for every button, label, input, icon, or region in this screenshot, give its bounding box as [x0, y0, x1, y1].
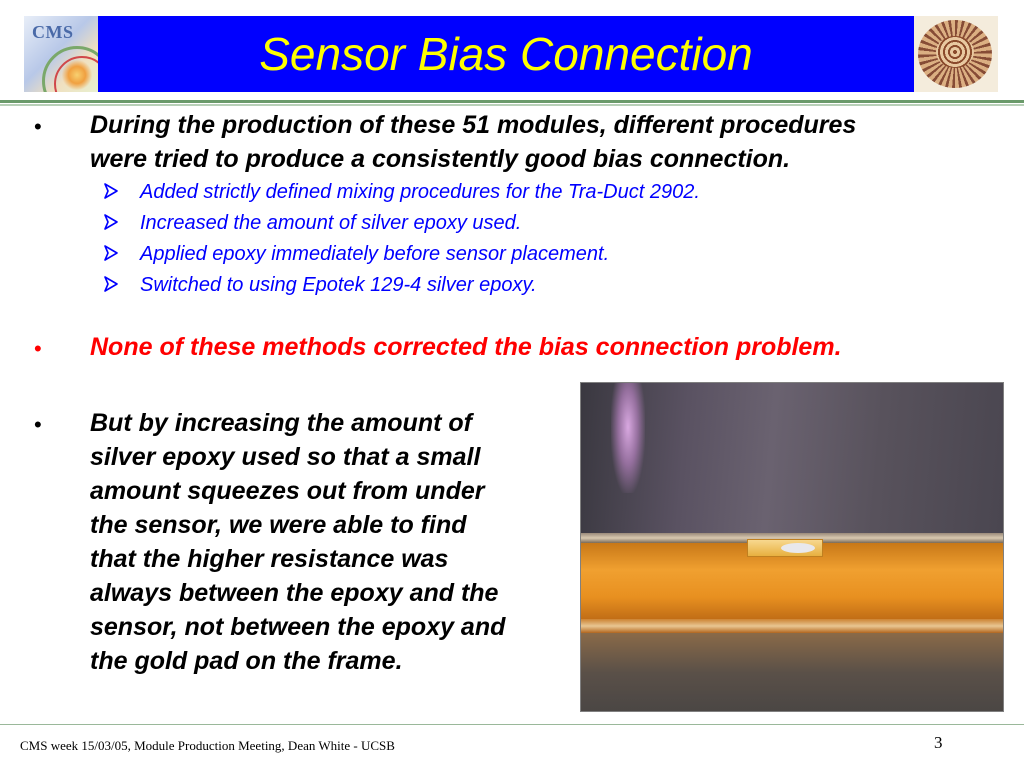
bullet-3-line: amount squeezes out from under	[90, 477, 485, 505]
detector-hub-icon	[936, 36, 974, 68]
photo-epoxy-blob	[781, 543, 815, 553]
bullet-3-line: the sensor, we were able to find	[90, 511, 467, 539]
sub-item-text: Applied epoxy immediately before sensor placement.	[140, 243, 610, 265]
bullet-2-text: None of these methods corrected the bias connection problem.	[90, 333, 842, 361]
bullet-1-line: were tried to produce a consistently good bias connection.	[90, 145, 791, 173]
footer-text: CMS week 15/03/05, Module Production Meeting, Dean White - UCSB	[20, 738, 395, 753]
bullet-marker-2: •	[34, 336, 42, 361]
photo-light-streak	[581, 619, 1003, 633]
sub-item-text: Increased the amount of silver epoxy used.	[140, 212, 522, 234]
photo-reflection-glow	[611, 383, 645, 493]
sub-item-text: Switched to using Epotek 129-4 silver epoxy.	[140, 274, 537, 296]
bullet-1-line: During the production of these 51 modules, different procedures	[90, 111, 857, 139]
arrow-bullet-icon	[103, 183, 119, 199]
arrow-bullet-icon	[103, 245, 119, 261]
header-divider	[0, 100, 1024, 103]
sensor-edge-photo	[580, 382, 1004, 712]
cms-logo-text: CMS	[32, 22, 74, 42]
header-divider-secondary	[0, 104, 1024, 106]
bullet-3-line: sensor, not between the epoxy and	[90, 613, 506, 641]
cms-logo	[24, 16, 98, 92]
bullet-3-line: the gold pad on the frame.	[90, 647, 403, 675]
bullet-marker-1: •	[34, 114, 42, 139]
detector-wheel-logo	[914, 16, 998, 92]
bullet-3-text	[90, 406, 505, 678]
bullet-marker-3: •	[34, 412, 42, 437]
title-bar	[98, 16, 914, 92]
sub-item	[103, 239, 983, 270]
slide-title: Sensor Bias Connection	[259, 28, 753, 80]
sub-item	[103, 177, 983, 208]
bullet-1-text	[90, 108, 856, 176]
sub-item-text: Added strictly defined mixing procedures for the Tra-Duct 2902.	[140, 181, 700, 203]
sub-item	[103, 208, 983, 239]
page-number: 3	[934, 733, 943, 752]
bullet-3-line: silver epoxy used so that a small	[90, 443, 481, 471]
bullet-3-line: But by increasing the amount of	[90, 409, 472, 437]
footer-divider	[0, 724, 1024, 725]
photo-carrier-base	[581, 633, 1003, 712]
bullet-3-line: that the higher resistance was	[90, 545, 449, 573]
arrow-bullet-icon	[103, 214, 119, 230]
sub-item	[103, 270, 983, 301]
bullet-3-line: always between the epoxy and the	[90, 579, 499, 607]
cms-logo-burst-icon	[62, 60, 92, 90]
arrow-bullet-icon	[103, 276, 119, 292]
